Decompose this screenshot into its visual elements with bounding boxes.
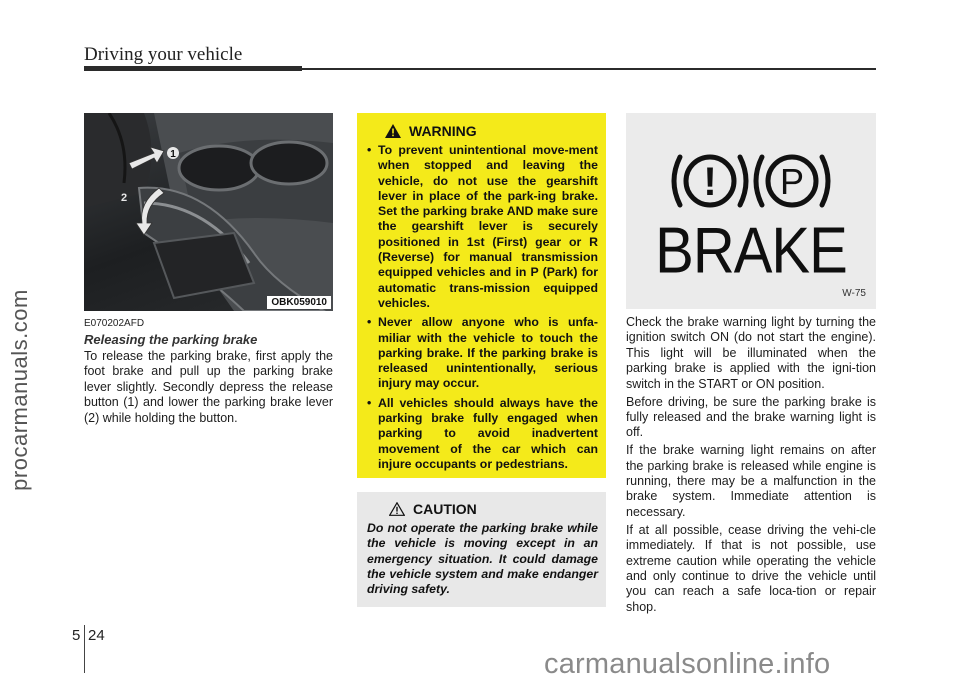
- caution-header: [389, 501, 598, 517]
- caution-triangle-icon: [389, 502, 405, 516]
- brake-warning-symbols: [670, 147, 832, 215]
- warning-item: • To prevent unintentional move-ment when stopped and leaving the vehicle, do not use the gearshift lever in place of the park-ing brake. Set the parking brake AND make sure the gearshift lever is securely positioned in 1st (First) gear or R (Reverse) for manual transmission equipped vehicles and in P (Park) for automatic trans-mission equipped vehicles.: [367, 143, 598, 311]
- warning-header: [385, 123, 598, 139]
- warning-item: • Never allow anyone who is unfa-miliar with the vehicle to touch the parking brake. If the parking brake is released unintentionally, serious injury may occur.: [367, 315, 598, 391]
- header-rule-thick: [84, 66, 302, 71]
- warning-item: • All vehicles should always have the parking brake fully engaged when parking to avoid inadvertent movement of the car which can injure occupants or pedestrians.: [367, 396, 598, 472]
- caution-text: Do not operate the parking brake while the vehicle is moving except in an emergency situation. It could damage the vehicle system and make endanger driving safety.: [367, 521, 598, 597]
- brake-warning-symbol-panel: [626, 113, 876, 309]
- parking-p-letter: P: [779, 161, 805, 202]
- section-title: Releasing the parking brake: [84, 332, 258, 347]
- page-number: 24: [88, 627, 105, 644]
- side-watermark-text: procarmanuals.com: [7, 289, 32, 491]
- paragraph: Check the brake warning light by turning the ignition switch ON (do not start the engine). This light will be illuminated when the parking brake is applied with the igni-tion switch in the START or ON position.: [626, 315, 876, 391]
- parking-brake-photo: [84, 113, 333, 311]
- photo-code-label: OBK059010: [267, 296, 331, 309]
- footer-divider: [84, 625, 85, 673]
- header-rule-thin: [302, 68, 876, 70]
- bottom-watermark: carmanualsonline.info: [544, 648, 831, 680]
- caution-box: [357, 492, 606, 607]
- section-body-text: To release the parking brake, first apply the foot brake and pull up the parking brake lever slightly. Secondly depress the release button (1) and lower the parking brake lever (2) while holding the button.: [84, 349, 333, 425]
- symbol-panel-code: W-75: [842, 288, 866, 299]
- warning-list: [367, 143, 598, 472]
- brake-word: BRAKE: [655, 214, 847, 287]
- console-illustration: [84, 113, 333, 311]
- warning-title: WARNING: [409, 123, 477, 139]
- section-ref-code: E070202AFD: [84, 318, 145, 329]
- page-header-title: Driving your vehicle: [84, 44, 243, 65]
- callout-1-label: 1: [170, 149, 176, 160]
- warning-box: [357, 113, 606, 478]
- paragraph: If the brake warning light remains on after the parking brake is released while engine is running, there may be a malfunction in the brake system. Immediate attention is necessary.: [626, 443, 876, 519]
- side-watermark: [2, 240, 38, 540]
- right-column-text: [626, 315, 876, 618]
- chapter-number: 5: [72, 627, 81, 644]
- callout-2-label: 2: [120, 192, 128, 204]
- paragraph: Before driving, be sure the parking brake is fully released and the brake warning light is off.: [626, 394, 876, 440]
- paragraph: If at all possible, cease driving the vehi-cle immediately. If that is not possible, use extreme caution while operating the vehicle and only continue to drive the vehicle until you can reach a safe loca-tion or repair shop.: [626, 522, 876, 614]
- exclamation-mark: !: [703, 160, 717, 204]
- caution-title: CAUTION: [413, 501, 477, 517]
- warning-triangle-icon: [385, 124, 401, 138]
